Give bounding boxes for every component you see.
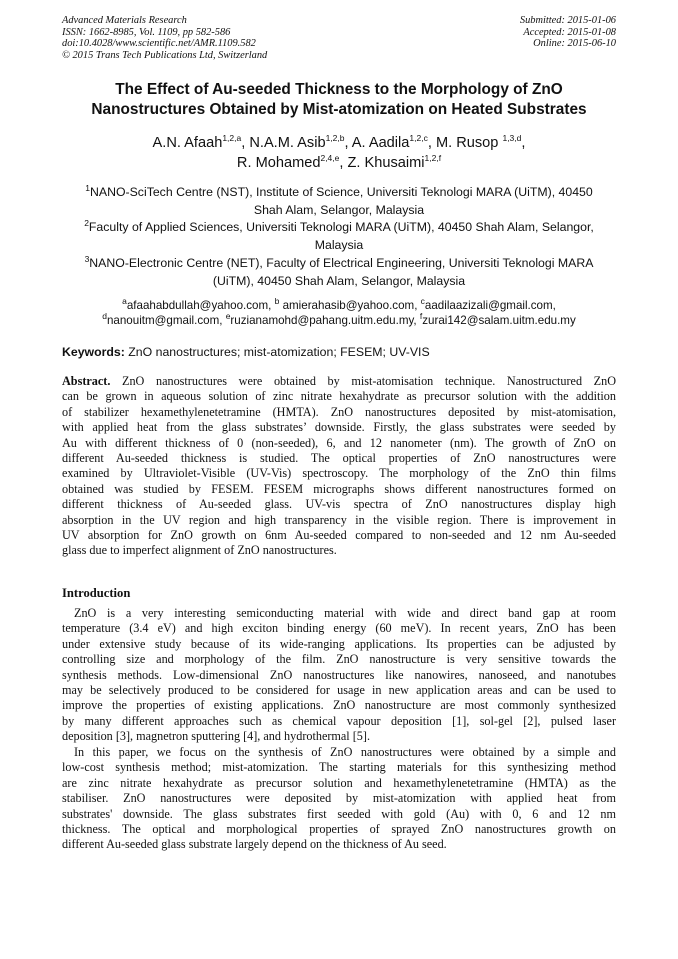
affiliation-3 bbox=[60, 255, 618, 290]
introduction-paragraph-1 bbox=[62, 606, 616, 745]
abstract-line: different thickness of Au-seeded glass. UV-vis spectra of ZnO nanostructures display high bbox=[62, 497, 616, 512]
abstract bbox=[62, 374, 616, 559]
paragraph-line: synthesis methods. Low-dimensional ZnO nanostructures like nanowires, nanoseed, and nanotubes bbox=[62, 667, 616, 682]
abstract-text: ZnO nanostructures were obtained by mist-atomisation technique. Nanostructured ZnO bbox=[110, 374, 616, 388]
author-name: Z. Khusaimi bbox=[347, 155, 425, 171]
email-sup: c bbox=[420, 296, 425, 307]
email-address[interactable]: ruzianamohd@pahang.uitm.edu.my, bbox=[230, 314, 420, 327]
abstract-line: absorption in the UV region and high transparency in the visible region. There is improvement in bbox=[62, 512, 616, 527]
date-submitted: Submitted: 2015-01-06 bbox=[519, 15, 616, 26]
affiliation-line bbox=[60, 255, 618, 273]
abstract-line: different Au-seeded thickness is studied. The optical properties of ZnO nanostructures were bbox=[62, 450, 616, 465]
author-name: A.N. Afaah bbox=[152, 135, 223, 151]
abstract-line: with applied heat from the glass substrates’ downside. Firstly, the glass substrates were seeded by bbox=[62, 420, 616, 435]
paragraph-line: controlling size and morphology of the film. ZnO nanostructure is very sensitive towards the bbox=[62, 652, 616, 667]
author-separator: , bbox=[339, 155, 348, 171]
abstract-line: glass due to imperfect alignment of ZnO nanostructures. bbox=[62, 543, 337, 558]
affiliation-text: NANO-Electronic Centre (NET), Faculty of Electrical Engineering, Universiti Teknologi MARA bbox=[89, 256, 594, 270]
author-line bbox=[40, 153, 638, 173]
affiliation-number: 1 bbox=[85, 182, 90, 193]
paragraph-line: deposition [3], magnetron sputtering [4], and hydrothermal [5]. bbox=[62, 729, 370, 744]
affiliation-text: Faculty of Applied Sciences, Universiti Teknologi MARA (UiTM), 40450 Shah Alam, Selangor, bbox=[88, 220, 594, 234]
paragraph-line: temperature (3.4 eV) and high exciton binding energy (60 meV). In recent years, ZnO has been bbox=[62, 621, 616, 636]
paragraph-line: substrates' downside. The glass substrates first seeded with gold (Au) with 0, 6 and 12 nm bbox=[62, 806, 616, 821]
title-line: Nanostructures Obtained by Mist-atomization on Heated Substrates bbox=[91, 101, 587, 118]
author-name: N.A.M. Asib bbox=[249, 135, 326, 151]
abstract-line: can be grown in aqueous solution of zinc nitrate hexahydrate as precursor solution with the addition bbox=[62, 389, 616, 404]
affiliation-line: Malaysia bbox=[314, 237, 364, 252]
journal-doi: doi:10.4028/www.scientific.net/AMR.1109.582 bbox=[62, 38, 256, 50]
paragraph-line: thickness. The optical and morphological properties of sprayed ZnO nanostructures growth on bbox=[62, 821, 616, 836]
paragraph-line: may be selectively produced to be considered for usage in new application areas and can be used to bbox=[62, 682, 616, 697]
title-line: The Effect of Au-seeded Thickness to the Morphology of ZnO bbox=[115, 81, 563, 98]
author-affil-sup: 1,2,f bbox=[424, 153, 442, 164]
abstract-label: Abstract. bbox=[62, 374, 111, 388]
paragraph-line: In this paper, we focus on the synthesis of ZnO nanostructures were obtained by a simple and bbox=[74, 745, 616, 759]
email-address[interactable]: aadilaazizali@gmail.com, bbox=[424, 299, 556, 312]
author-separator: , bbox=[241, 135, 250, 151]
keywords-label: Keywords: bbox=[62, 345, 125, 359]
email-line bbox=[50, 298, 628, 313]
journal-copyright: © 2015 Trans Tech Publications Ltd, Switzerland bbox=[62, 49, 268, 61]
author-affil-sup: 2,4,e bbox=[320, 153, 340, 164]
keywords-text: ZnO nanostructures; mist-atomization; FESEM; UV-VIS bbox=[124, 345, 430, 359]
author-name: M. Rusop bbox=[435, 135, 503, 151]
paragraph-line: different Au-seeded glass substrate largely depend on the thickness of Au seed. bbox=[62, 837, 447, 852]
introduction-paragraph-2 bbox=[62, 745, 616, 853]
email-sup: a bbox=[122, 296, 127, 307]
author-affil-sup: 1,2,b bbox=[325, 133, 345, 144]
abstract-line: obtained was studied by FESEM. FESEM micrographs shows different nanostructures formed on bbox=[62, 481, 616, 496]
paragraph-line: by many different approaches such as chemical vapour deposition [1], sol-gel [2], pulsed laser bbox=[62, 713, 616, 728]
author-name: A. Aadila bbox=[351, 135, 410, 151]
affiliation-1 bbox=[60, 184, 618, 219]
affiliation-2 bbox=[60, 219, 618, 254]
journal-header-right bbox=[520, 15, 616, 50]
paper-title bbox=[40, 80, 638, 120]
paragraph-line: are zinc nitrate hexahydrate as precursor solution and hexamethylenetetramine (HMTA) as the bbox=[62, 775, 616, 790]
email-sup: d bbox=[102, 311, 107, 322]
author-line bbox=[40, 133, 638, 153]
abstract-line bbox=[62, 374, 616, 389]
paragraph-line: ZnO is a very interesting semiconducting material with wide and direct band gap at room bbox=[74, 606, 616, 620]
email-address[interactable]: zurai142@salam.uitm.edu.my bbox=[422, 314, 576, 327]
email-line bbox=[50, 313, 628, 328]
date-online: Online: 2015-06-10 bbox=[533, 38, 616, 50]
paragraph-line: under extensive study because of its wide-ranging applications. Its properties can be adjusted by bbox=[62, 636, 616, 651]
journal-name: Advanced Materials Research bbox=[62, 15, 187, 26]
abstract-line: of stabilizer hexamethylenetetramine (HMTA). ZnO nanostructures deposited by mist-atomisation, bbox=[62, 404, 616, 419]
abstract-line: UV absorption for ZnO growth on 6nm Au-seeded compared to non-seeded and 12 nm Au-seeded bbox=[62, 527, 616, 542]
email-sup: b bbox=[274, 296, 280, 307]
affiliation-line bbox=[60, 219, 618, 237]
email-address[interactable]: nanouitm@gmail.com, bbox=[106, 314, 226, 327]
author-affil-sup: 1,3,d bbox=[502, 133, 522, 144]
author-separator: , bbox=[344, 135, 352, 151]
email-sup: e bbox=[225, 311, 231, 322]
email-sup: f bbox=[419, 311, 423, 322]
paragraph-line: low-cost synthesis method; mist-atomization. The starting materials for this synthesizing method bbox=[62, 760, 616, 775]
paragraph-line: stabiliser. ZnO nanostructures were deposited by mist-atomization with applied heat from bbox=[62, 791, 616, 806]
journal-header-left bbox=[62, 15, 267, 61]
author-list bbox=[40, 133, 638, 173]
journal-issn: ISSN: 1662-8985, Vol. 1109, pp 582-586 bbox=[62, 26, 231, 38]
email-address[interactable]: afaahabdullah@yahoo.com, bbox=[126, 299, 275, 312]
email-address[interactable]: amierahasib@yahoo.com, bbox=[279, 299, 421, 312]
affiliation-number: 2 bbox=[84, 217, 89, 228]
author-separator: , bbox=[427, 135, 436, 151]
affiliation-number: 3 bbox=[84, 253, 90, 264]
abstract-line: examined by Ultraviolet-Visible (UV-Vis) spectroscopy. The morphology of the ZnO thin films bbox=[62, 466, 616, 481]
author-emails bbox=[50, 298, 628, 328]
date-accepted: Accepted: 2015-01-08 bbox=[523, 26, 616, 38]
affiliation-line: Shah Alam, Selangor, Malaysia bbox=[253, 202, 425, 217]
affiliation-line bbox=[60, 184, 618, 202]
section-heading-introduction: Introduction bbox=[62, 586, 131, 600]
affiliation-text: NANO-SciTech Centre (NST), Institute of Science, Universiti Teknologi MARA (UiTM), 40450 bbox=[89, 185, 593, 199]
affiliation-line: (UiTM), 40450 Shah Alam, Selangor, Malaysia bbox=[212, 273, 466, 288]
author-separator: , bbox=[521, 135, 526, 151]
author-name: R. Mohamed bbox=[236, 155, 321, 171]
paragraph-line: improve the properties of existing applications. ZnO nanostructure are most commonly synthesized bbox=[62, 698, 616, 713]
keywords bbox=[62, 344, 616, 360]
author-affil-sup: 1,2,c bbox=[409, 133, 428, 144]
author-affil-sup: 1,2,a bbox=[222, 133, 242, 144]
abstract-line: Au with different thickness of 0 (non-seeded), 6, and 12 nanometer (nm). The growth of ZnO on bbox=[62, 435, 616, 450]
